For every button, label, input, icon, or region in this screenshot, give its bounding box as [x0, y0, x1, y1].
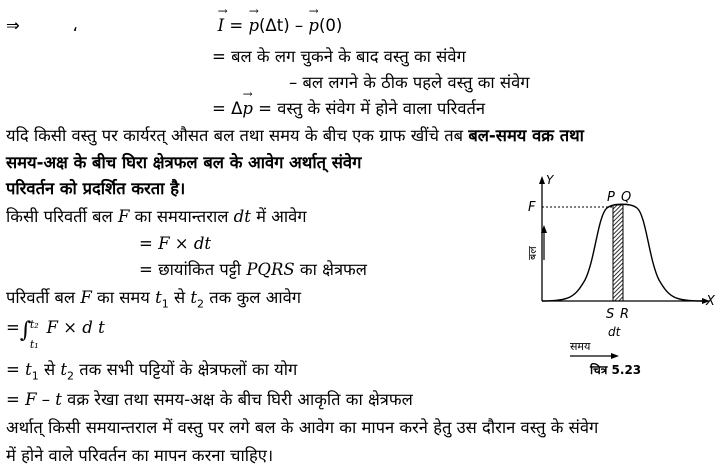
- text-segment: किसी परिवर्ती बल: [6, 207, 118, 226]
- label-p: P: [607, 190, 615, 205]
- subscript-1: 1: [31, 369, 39, 383]
- integrand: F × d t: [41, 318, 105, 337]
- equals-sign: =: [6, 318, 20, 337]
- label-x: X: [706, 294, 715, 309]
- subscript-1: 1: [161, 297, 169, 311]
- text-segment: = छायांकित पट्टी: [139, 260, 247, 279]
- delta-prefix: = Δ: [212, 99, 243, 118]
- arg-delta-t: (Δt): [259, 16, 290, 35]
- label-s: S: [606, 307, 615, 322]
- sum-of-strips-line: [6, 360, 297, 386]
- symbol-t: t: [190, 288, 198, 307]
- text-segment: से: [38, 360, 61, 379]
- text-segment: तक सभी पट्टियों के क्षेत्रफलों का योग: [74, 360, 298, 379]
- text-segment: परिवर्ती बल: [6, 288, 81, 307]
- conclusion-line-1: अर्थात् किसी समयान्तराल में वस्तु पर लगे बल के आवेग का मापन करने हेतु उस दौरान वस्तु के संवेग: [6, 418, 599, 437]
- equation-line-momentum-change: [212, 99, 485, 119]
- label-f: F: [528, 200, 536, 215]
- label-r: R: [620, 307, 630, 322]
- symbol-dt: dt: [233, 207, 251, 226]
- figure-caption: चित्र 5.23: [590, 363, 642, 377]
- symbol-f-t: F – t: [25, 390, 62, 409]
- impulse-vector: → I: [218, 16, 225, 36]
- text-segment: का क्षेत्रफल: [294, 260, 367, 279]
- label-dt: dt: [608, 325, 621, 339]
- force-time-graph: [520, 170, 720, 380]
- time-arrowhead: [611, 353, 619, 359]
- text-segment: वक्र रेखा तथा समय-अक्ष के बीच घिरी आकृति का क्षेत्रफल: [61, 390, 413, 409]
- conclusion-line-2: में होने वाले परिवर्तन का मापन करना चाहिए।: [6, 446, 274, 465]
- momentum-vector-delta: → p: [242, 99, 253, 119]
- implies-arrow: ⇒: [6, 16, 20, 35]
- equals-sign: =: [224, 16, 249, 35]
- area-under-curve-line: [6, 390, 413, 410]
- equation-line-final-momentum: = बल के लग चुकने के बाद वस्तु का संवेग: [212, 47, 466, 66]
- label-force-hindi: बल: [526, 246, 539, 260]
- equation-shaded-strip: [139, 260, 367, 280]
- variable-force-impulse-line: [6, 207, 307, 227]
- arg-zero: (0): [318, 16, 343, 35]
- text-segment: का समय: [91, 288, 156, 307]
- equation-f-times-dt: = F × dt: [139, 234, 212, 253]
- text-segment: =: [6, 390, 26, 409]
- integral-sign: ∫ t₂ t₁: [20, 321, 31, 341]
- equation-impulse: [6, 16, 342, 36]
- integral-lower-limit: t₁: [29, 338, 39, 351]
- momentum-vector-initial: → p: [308, 16, 319, 36]
- label-q: Q: [621, 190, 632, 205]
- momentum-change-text: = वस्तु के संवेग में होने वाला परिवर्तन: [252, 99, 486, 118]
- paragraph-graph-intro: [6, 126, 584, 146]
- symbol-t: t: [60, 360, 68, 379]
- integral-equation: [6, 318, 105, 351]
- stray-mark: ،: [72, 16, 78, 35]
- subscript-2: 2: [67, 369, 75, 383]
- symbol-f: F: [80, 288, 92, 307]
- text-segment: तक कुल आवेग: [204, 288, 302, 307]
- paragraph-graph-bold-line2: समय-अक्ष के बीच घिरा क्षेत्रफल बल के आवेग अर्थात् संवेग: [6, 153, 362, 172]
- symbol-f: F: [117, 207, 130, 226]
- text-segment: में आवेग: [250, 207, 307, 226]
- label-time-hindi: समय: [570, 340, 591, 353]
- integral-upper-limit: t₂: [29, 318, 39, 331]
- text-segment: से: [168, 288, 191, 307]
- equation-line-initial-momentum: – बल लगने के ठीक पहले वस्तु का संवेग: [289, 73, 530, 92]
- subscript-2: 2: [197, 297, 205, 311]
- shaded-strip-pqrs: [613, 205, 623, 301]
- text-segment: का समयान्तराल: [129, 207, 234, 226]
- symbol-t: t: [25, 360, 32, 379]
- y-axis-arrowhead: [539, 176, 545, 184]
- text-segment: =: [6, 360, 26, 379]
- symbol-pqrs: PQRS: [246, 260, 295, 279]
- paragraph-graph-bold: बल-समय वक्र तथा: [468, 126, 584, 145]
- minus-sign: –: [289, 16, 309, 35]
- total-impulse-line: [6, 288, 301, 314]
- symbol-t: t: [155, 288, 162, 307]
- label-y: Y: [546, 173, 554, 187]
- momentum-vector-final: → p: [248, 16, 259, 36]
- paragraph-graph-bold-line3: परिवर्तन को प्रदर्शित करता है।: [6, 179, 186, 198]
- paragraph-graph-normal: यदि किसी वस्तु पर कार्यरत् औसत बल तथा समय के बीच एक ग्राफ खींचे तब: [6, 126, 469, 145]
